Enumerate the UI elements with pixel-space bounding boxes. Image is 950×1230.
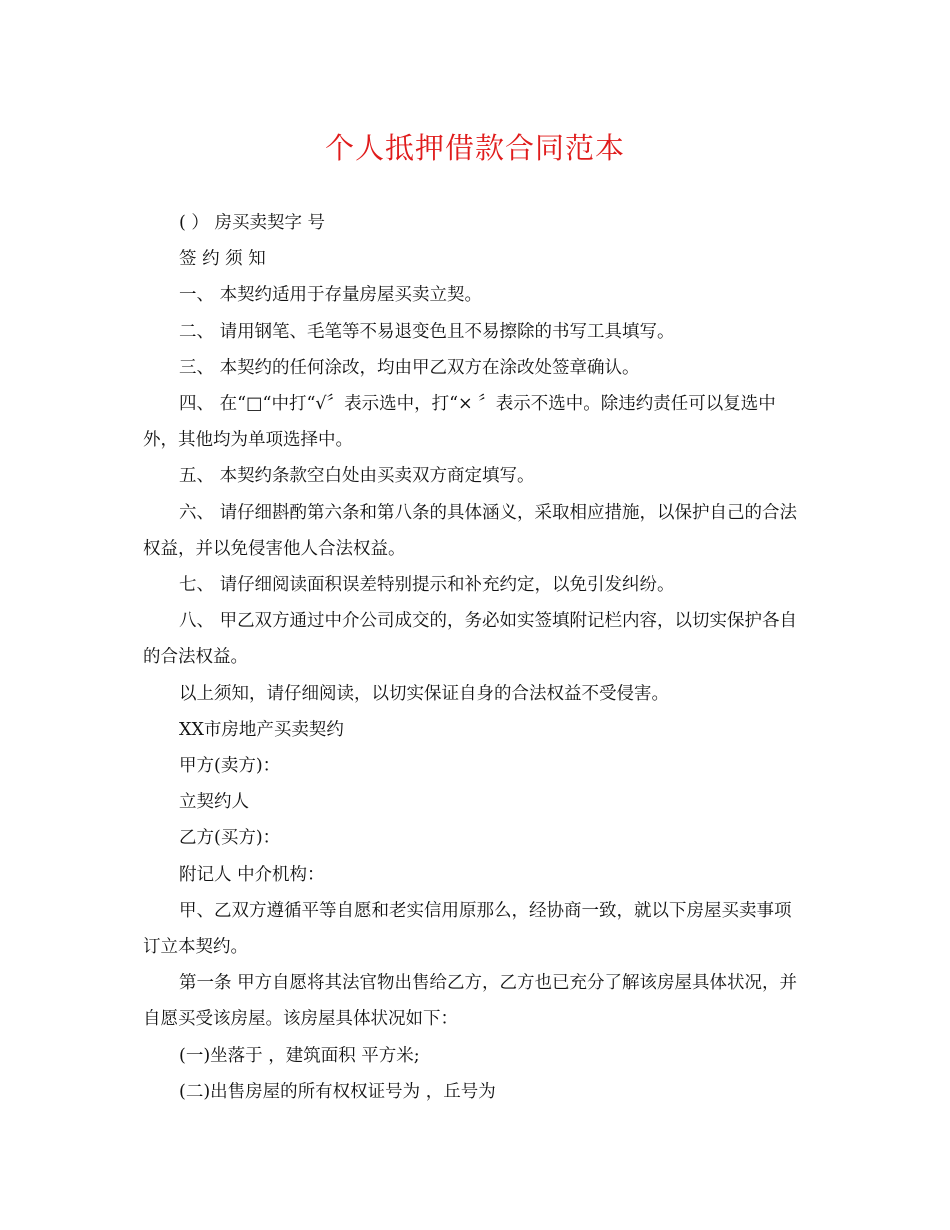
property-certificate-line: (二)出售房屋的所有权权证号为 ，丘号为 <box>179 1081 496 1102</box>
notice-item-8: 八、 甲乙双方通过中介公司成交的，务必如实签填附记栏内容，以切实保护各自的合法权益。 <box>143 611 798 668</box>
notice-item-6: 六、 请仔细斟酌第六条和第八条的具体涵义，采取相应措施，以保护自己的合法权益，并以免侵害他人合法权益。 <box>143 502 798 559</box>
notice-item-3: 三、 本契约的任何涂改，均由甲乙双方在涂改处签章确认。 <box>179 357 640 378</box>
contract-subtitle: XX市房地产买卖契约 <box>179 719 344 740</box>
contract-number-line: ( ） 房买卖契字 号 <box>179 213 326 233</box>
signing-notice-heading: 签 约 须 知 <box>179 249 266 270</box>
property-location-line: (一)坐落于 ，建筑面积 平方米; <box>179 1045 420 1066</box>
article-1-paragraph: 第一条 甲方自愿将其法官物出售给乙方，乙方也已充分了解该房屋具体状况，并自愿买受该房屋。该房屋具体状况如下： <box>143 973 798 1030</box>
contractor-label: 立契约人 <box>179 792 249 813</box>
notice-item-4: 四、 在“□“中打“√〞表示选中，打“× 〞表示不选中。除违约责任可以复选中外，其他均为单项选择中。 <box>143 394 776 451</box>
agency-label: 附记人 中介机构： <box>179 864 325 885</box>
notice-item-2: 二、 请用钢笔、毛笔等不易退变色且不易擦除的书写工具填写。 <box>179 321 675 342</box>
notice-summary: 以上须知，请仔细阅读，以切实保证自身的合法权益不受侵害。 <box>179 683 669 704</box>
notice-item-1: 一、 本契约适用于存量房屋买卖立契。 <box>179 285 483 306</box>
document-title: 个人抵押借款合同范本 <box>324 131 625 165</box>
preamble-paragraph: 甲、乙双方遵循平等自愿和老实信用原那么，经协商一致，就以下房屋买卖事项订立本契约。 <box>143 900 792 958</box>
party-a-label: 甲方(卖方)： <box>179 756 281 777</box>
notice-item-7: 七、 请仔细阅读面积误差特别提示和补充约定，以免引发纠纷。 <box>179 575 675 596</box>
document-body <box>143 205 807 1110</box>
party-b-label: 乙方(买方)： <box>179 828 281 849</box>
notice-item-5: 五、 本契约条款空白处由买卖双方商定填写。 <box>179 466 535 487</box>
